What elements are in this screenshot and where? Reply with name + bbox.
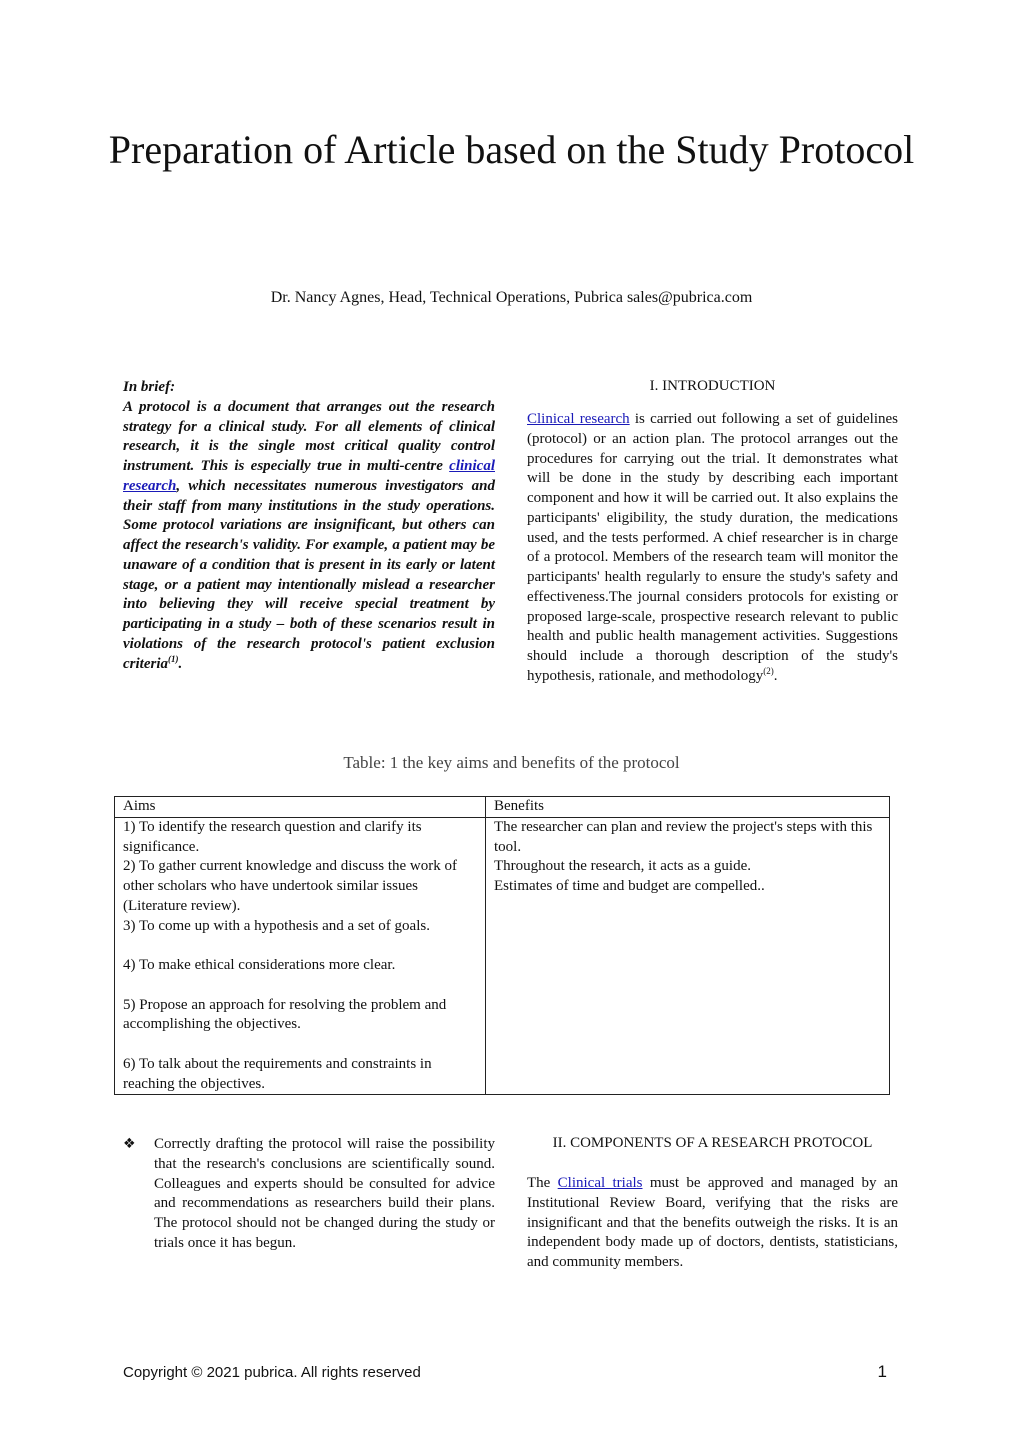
components-heading: II. COMPONENTS OF A RESEARCH PROTOCOL xyxy=(552,1135,873,1151)
aims-cell xyxy=(115,817,486,1095)
diamond-bullet-icon: ❖ xyxy=(123,1136,136,1152)
introduction-paragraph xyxy=(527,410,898,687)
table-caption: Table: 1 the key aims and benefits of the protocol xyxy=(343,753,680,772)
author-line: Dr. Nancy Agnes, Head, Technical Operations, Pubrica sales@pubrica.com xyxy=(270,289,753,306)
introduction-period: . xyxy=(773,667,778,684)
clinical-research-link[interactable]: clinical research xyxy=(123,458,495,494)
intro-clinical-research-link[interactable]: Clinical research xyxy=(527,411,630,427)
introduction-text: is carried out following a set of guidelines (protocol) or an action plan. The protocol arranges out the procedures for carrying out the trial. It demonstrates what will be done in the study by describing each important component and how it will be carried out. It also explains the participants' eligibility, the study duration, the medications used, and the tests performed. A chief researcher is in charge of a protocol. Members of the research team will monitor the participants' health regularly to ensure the study's safety and effectiveness.The journal considers protocols for existing or proposed large-scale, prospective research relevant to public health and public health management activities. Suggestions should include a thorough description of the study's hypothesis, rationale, and methodology xyxy=(527,411,898,684)
table-header-row xyxy=(115,797,890,818)
in-brief-text-end: , which necessitates numerous investigators and their staff from many institutions in the study operations. Some protocol variations are insignificant, but others can affect the research's validity. For example, a patient may be unaware of a condition that is present in its early or latent stage, or a patient may intentionally mislead a researcher into believing they will receive special treatment by participating in a study – both of these scenarios result in violations of the research protocol's patient exclusion criteria xyxy=(123,477,495,672)
benefit-item-2: Throughout the research, it acts as a guide. xyxy=(494,858,751,875)
document-title: Preparation of Article based on the Study Protocol xyxy=(108,127,915,172)
bullet-text: Correctly drafting the protocol will raise the possibility that the research's conclusions are scientifically sound. Colleagues and experts should be consulted for advice and recommendations as researchers build their plans. The protocol should not be changed during the study or trials once it has begun. xyxy=(154,1136,495,1251)
aim-item-5: 5) Propose an approach for resolving the problem and accomplishing the objectives. xyxy=(123,996,447,1033)
clinical-trials-link[interactable]: Clinical trials xyxy=(557,1175,643,1191)
in-brief-heading: In brief: xyxy=(123,379,176,395)
table-row xyxy=(115,817,890,1095)
benefit-item-3: Estimates of time and budget are compelled.. xyxy=(494,878,765,894)
aim-item-4: 4) To make ethical considerations more clear. xyxy=(123,957,396,973)
aim-item-1: 1) To identify the research question and clarify its significance. xyxy=(123,818,422,855)
bullet-point xyxy=(123,1135,495,1254)
components-text-end: must be approved and managed by an Institutional Review Board, verifying that the risks are insignificant and that the benefits outweigh the risks. It is an independent body made up of doctors, dentists, statisticians, and community members. xyxy=(527,1175,898,1270)
in-brief-period: . xyxy=(178,655,183,672)
citation-1: (1) xyxy=(168,653,179,664)
components-paragraph xyxy=(527,1174,898,1273)
citation-2: (2) xyxy=(763,665,774,676)
aims-benefits-table xyxy=(114,796,890,1095)
aim-item-6: 6) To talk about the requirements and constraints in reaching the objectives. xyxy=(123,1055,432,1092)
in-brief-abstract xyxy=(123,378,495,674)
aim-item-3: 3) To come up with a hypothesis and a set of goals. xyxy=(123,917,430,934)
benefits-header: Benefits xyxy=(486,797,890,818)
benefit-item-1: The researcher can plan and review the project's steps with this tool. xyxy=(494,818,873,855)
page-number: 1 xyxy=(877,1362,887,1381)
introduction-heading: I. INTRODUCTION xyxy=(649,378,776,394)
benefits-cell xyxy=(486,817,890,1095)
in-brief-text-start: A protocol is a document that arranges out the research strategy for a clinical study. For all elements of clinical research, it is the single most critical quality control instrument. This is especially true in multi-centre xyxy=(123,398,495,474)
footer-copyright: Copyright © 2021 pubrica. All rights reserved xyxy=(123,1364,421,1381)
components-text-start: The xyxy=(527,1175,558,1191)
aim-item-2: 2) To gather current knowledge and discuss the work of other scholars who have undertook similar issues (Literature review). xyxy=(123,858,457,914)
aims-header: Aims xyxy=(115,797,486,818)
